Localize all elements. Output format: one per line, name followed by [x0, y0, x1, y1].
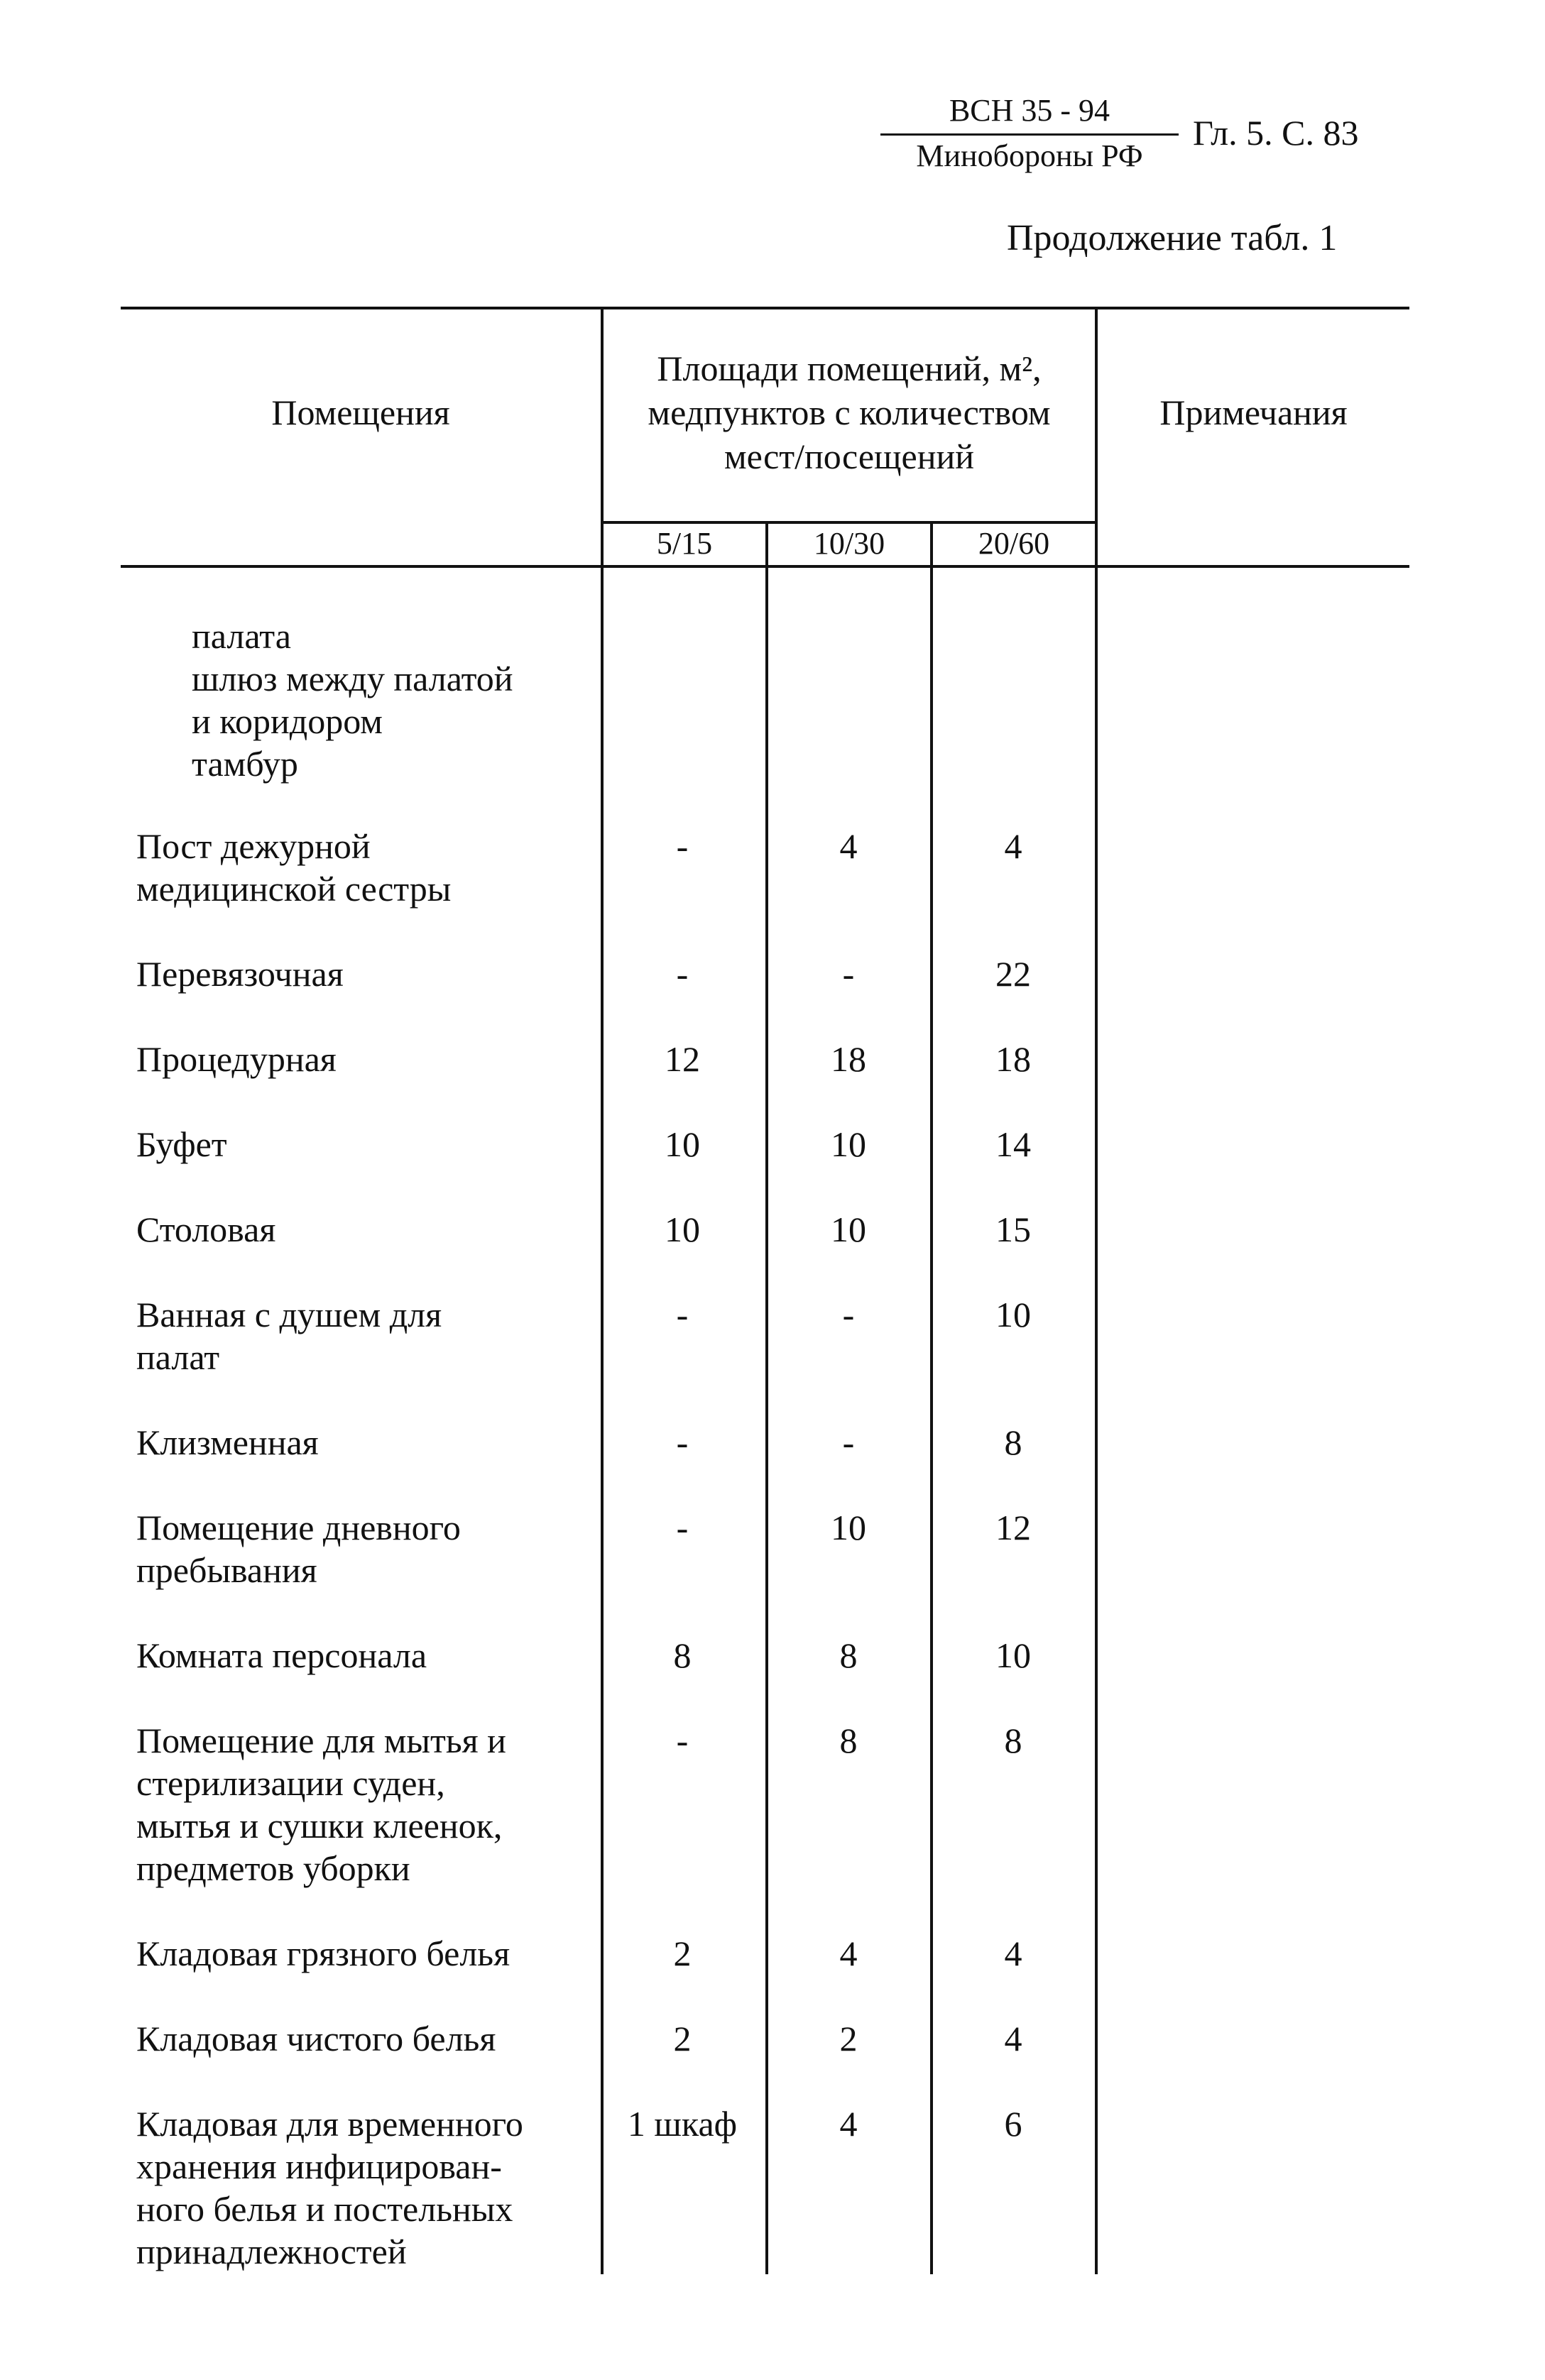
room-name: Помещение дневного пребывания — [136, 1508, 461, 1590]
header-notes: Примечания — [1159, 393, 1348, 432]
room-name: Клизменная — [136, 1422, 319, 1462]
area-10-30: 10 — [831, 1508, 866, 1547]
area-10-30: 4 — [839, 2104, 858, 2144]
column-divider — [601, 307, 604, 2274]
area-10-30: 8 — [839, 1635, 858, 1675]
room-name: Буфет — [136, 1124, 227, 1164]
subheader-5-15: 5/15 — [656, 526, 713, 561]
area-5-15: - — [676, 826, 689, 866]
area-10-30: 8 — [839, 1721, 858, 1760]
area-20-60: 6 — [1004, 2104, 1022, 2144]
room-name: Комната персонала — [136, 1635, 427, 1675]
area-10-30: 18 — [831, 1039, 866, 1079]
area-20-60: 4 — [1004, 2019, 1022, 2058]
area-5-15: 2 — [673, 1934, 692, 1973]
subheader-20-60: 20/60 — [978, 526, 1050, 561]
area-20-60: 8 — [1004, 1721, 1022, 1760]
table-top-rule — [121, 307, 1409, 309]
area-10-30: 10 — [831, 1124, 866, 1164]
area-5-15: 2 — [673, 2019, 692, 2058]
room-name: Кладовая для временного хранения инфицирован- ного белья и постельных принадлежностей — [136, 2104, 523, 2271]
chapter-page-ref: Гл. 5. С. 83 — [1193, 113, 1359, 153]
area-10-30: - — [842, 1422, 855, 1462]
column-divider — [765, 521, 768, 2274]
room-name: Помещение для мытья и стерилизации суден, мытья и сушки клеенок, предметов уборки — [136, 1721, 506, 1888]
area-10-30: 2 — [839, 2019, 858, 2058]
column-divider — [1095, 307, 1098, 2274]
document-code-issuer: Минобороны РФ — [916, 138, 1143, 173]
area-10-30: - — [842, 954, 855, 994]
area-5-15: 1 шкаф — [627, 2104, 738, 2144]
room-name: палата шлюз между палатой и коридором тамбур — [192, 616, 513, 784]
area-5-15: - — [676, 1295, 689, 1334]
area-10-30: 4 — [839, 826, 858, 866]
room-name: Столовая — [136, 1210, 276, 1249]
area-20-60: 22 — [995, 954, 1031, 994]
area-5-15: 10 — [665, 1210, 700, 1249]
area-5-15: - — [676, 1721, 689, 1760]
area-20-60: 10 — [995, 1635, 1031, 1675]
subheader-10-30: 10/30 — [813, 526, 885, 561]
room-name: Кладовая грязного белья — [136, 1934, 511, 1973]
area-20-60: 4 — [1004, 826, 1022, 866]
area-5-15: 10 — [665, 1124, 700, 1164]
area-20-60: 8 — [1004, 1422, 1022, 1462]
header-rooms: Помещения — [271, 393, 450, 432]
area-5-15: - — [676, 1508, 689, 1547]
document-code-number: ВСН 35 - 94 — [880, 91, 1179, 136]
area-20-60: 10 — [995, 1295, 1031, 1334]
area-10-30: 4 — [839, 1934, 858, 1973]
area-5-15: - — [676, 1422, 689, 1462]
area-20-60: 14 — [995, 1124, 1031, 1164]
room-name: Перевязочная — [136, 954, 344, 994]
area-20-60: 4 — [1004, 1934, 1022, 1973]
column-divider — [930, 521, 933, 2274]
area-10-30: - — [842, 1295, 855, 1334]
document-code — [880, 91, 1179, 177]
area-10-30: 10 — [831, 1210, 866, 1249]
room-name: Пост дежурной медицинской сестры — [136, 826, 452, 909]
area-5-15: 12 — [665, 1039, 700, 1079]
room-name: Кладовая чистого белья — [136, 2019, 496, 2058]
area-5-15: - — [676, 954, 689, 994]
room-name: Ванная с душем для палат — [136, 1295, 442, 1377]
area-20-60: 15 — [995, 1210, 1031, 1249]
room-name: Процедурная — [136, 1039, 337, 1079]
header-areas: Площади помещений, м², медпунктов с количеством мест/посещений — [648, 349, 1051, 476]
area-20-60: 18 — [995, 1039, 1031, 1079]
table-continuation-caption: Продолжение табл. 1 — [1007, 218, 1338, 258]
area-5-15: 8 — [673, 1635, 692, 1675]
area-20-60: 12 — [995, 1508, 1031, 1547]
